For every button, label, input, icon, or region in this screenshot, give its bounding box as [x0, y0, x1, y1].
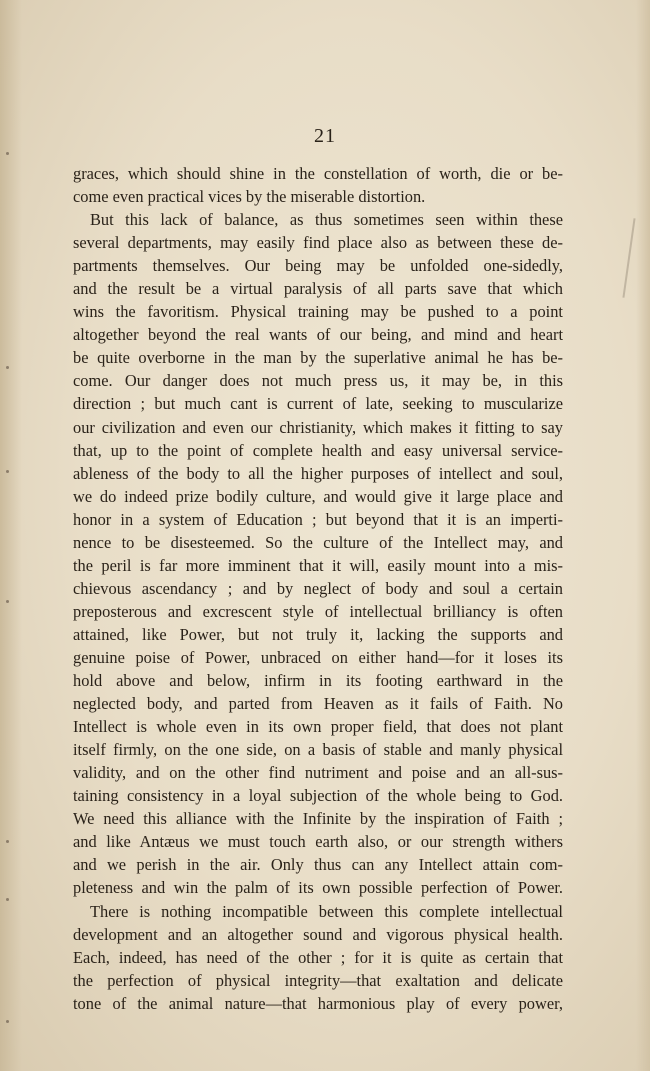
text-line: and we perish in the air. Only thus can any Intellect attain com-	[73, 855, 563, 875]
page-right-edge-shadow	[636, 0, 650, 1071]
text-line: ableness of the body to all the higher purposes of intellect and soul,	[73, 463, 563, 483]
text-line: chievous ascendancy ; and by neglect of body and soul a certain	[73, 578, 563, 598]
text-line: attained, like Power, but not truly it, lacking the supports and	[73, 624, 563, 644]
binding-mark	[6, 1020, 9, 1023]
binding-mark	[6, 366, 9, 369]
text-line: neglected body, and parted from Heaven as it fails of Faith. No	[73, 694, 563, 714]
binding-mark	[6, 840, 9, 843]
text-line: direction ; but much cant is current of late, seeking to muscularize	[73, 394, 563, 414]
text-line: genuine poise of Power, unbraced on either hand—for it loses its	[73, 647, 563, 667]
paragraph-start-line: But this lack of balance, as thus sometimes seen within these	[90, 210, 563, 230]
text-line: and like Antæus we must touch earth also, or our strength withers	[73, 832, 563, 852]
text-line: come. Our danger does not much press us, it may be, in this	[73, 371, 563, 391]
text-line: and the result be a virtual paralysis of all parts save that which	[73, 279, 563, 299]
text-line: Intellect is whole even in its own proper field, that does not plant	[73, 717, 563, 737]
text-line: pleteness and win the palm of its own possible perfection of Power.	[73, 878, 563, 898]
text-line: itself firmly, on the one side, on a basis of stable and manly physical	[73, 740, 563, 760]
text-line: validity, and on the other find nutriment and poise and an all-sus-	[73, 763, 563, 783]
text-line: hold above and below, infirm in its footing earthward in the	[73, 671, 563, 691]
binding-mark	[6, 470, 9, 473]
text-line: wins the favoritism. Physical training may be pushed to a point	[73, 302, 563, 322]
binding-mark	[6, 898, 9, 901]
pencil-margin-mark	[622, 218, 635, 297]
text-line: taining consistency in a loyal subjection of the whole being to God.	[73, 786, 563, 806]
text-line: Each, indeed, has need of the other ; for it is quite as certain that	[73, 947, 563, 967]
paragraph-start-line: There is nothing incompatible between this complete intellectual	[90, 901, 563, 921]
text-line: our civilization and even our christianity, which makes it fitting to say	[73, 417, 563, 437]
text-line: development and an altogether sound and vigorous physical health.	[73, 924, 563, 944]
body-text	[73, 162, 563, 1015]
page-number: 21	[314, 125, 336, 147]
text-line: the peril is far more imminent that it will, easily mount into a mis-	[73, 555, 563, 575]
text-line: partments themselves. Our being may be unfolded one-sidedly,	[73, 256, 563, 276]
text-line: tone of the animal nature—that harmonious play of every power,	[73, 993, 563, 1013]
text-line: we do indeed prize bodily culture, and would give it large place and	[73, 486, 563, 506]
text-line: nence to be disesteemed. So the culture of the Intellect may, and	[73, 532, 563, 552]
text-line: altogether beyond the real wants of our being, and mind and heart	[73, 325, 563, 345]
page-left-edge-shadow	[0, 0, 22, 1071]
text-line: preposterous and excrescent style of intellectual brilliancy is often	[73, 601, 563, 621]
text-line: We need this alliance with the Infinite by the inspiration of Faith ;	[73, 809, 563, 829]
binding-mark	[6, 600, 9, 603]
text-line: the perfection of physical integrity—that exaltation and delicate	[73, 970, 563, 990]
text-line: honor in a system of Education ; but beyond that it is an imperti-	[73, 509, 563, 529]
text-line: be quite overborne in the man by the superlative animal he has be-	[73, 348, 563, 368]
text-line: graces, which should shine in the constellation of worth, die or be-	[73, 164, 563, 183]
binding-mark	[6, 152, 9, 155]
text-line: come even practical vices by the miserable distortion.	[73, 187, 426, 207]
text-line: several departments, may easily find place also as between these de-	[73, 233, 563, 253]
text-line: that, up to the point of complete health and easy universal service-	[73, 440, 563, 460]
